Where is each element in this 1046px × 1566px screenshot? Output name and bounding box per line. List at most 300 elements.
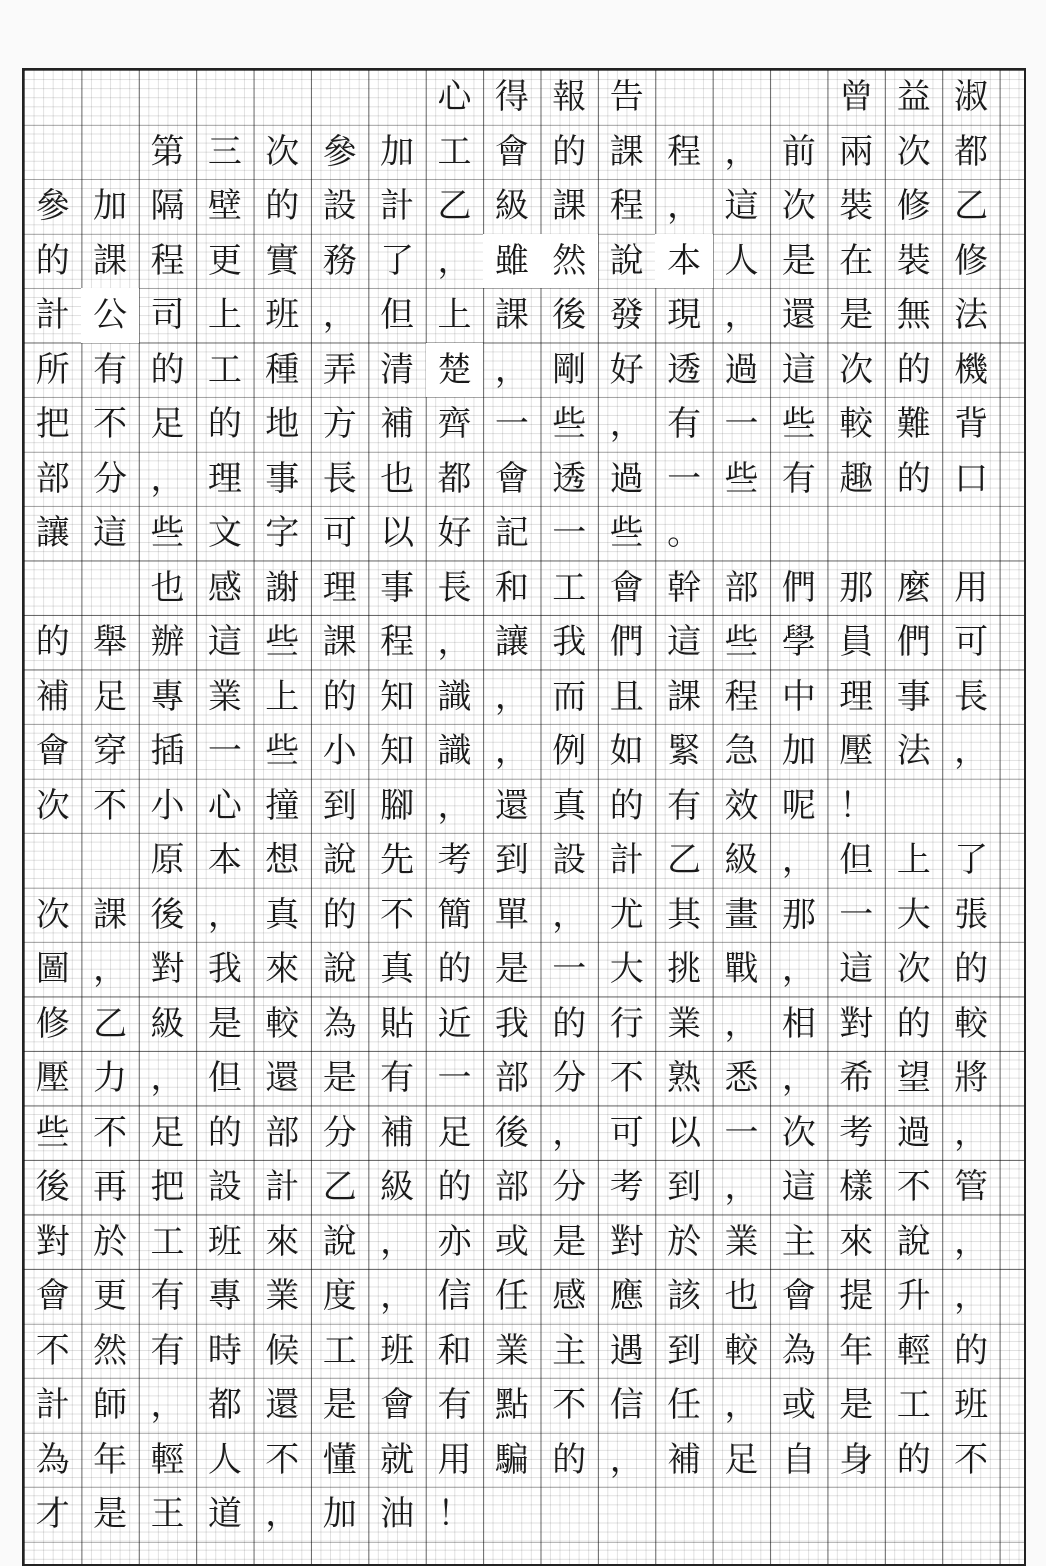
char-cell: 對 [839,1003,874,1044]
char-cell: 乙 [954,186,989,227]
char-cell: 樣 [839,1167,874,1208]
text-line [24,1106,1026,1161]
char-cell: 識 [437,676,472,717]
char-cell: 方 [322,404,357,445]
char-cell: 足 [93,676,128,717]
char-cell: 司 [150,295,185,336]
char-cell: 工 [322,1330,357,1371]
char-cell: 所 [35,349,70,390]
char-cell: 級 [380,1167,415,1208]
char-cell: 一 [207,731,242,772]
char-cell: 上 [207,295,242,336]
char-cell: 的 [35,240,70,281]
char-cell: 心 [437,77,472,118]
text-line [24,452,1026,507]
char-cell: 有 [93,349,128,390]
char-cell: 呢 [781,785,816,826]
char-cell: 不 [380,894,415,935]
char-cell: 力 [93,1058,128,1099]
char-cell: 的 [265,186,300,227]
text-line [24,1215,1026,1270]
char-cell: 兩 [839,131,874,172]
char-cell: 會 [781,1276,816,1317]
char-cell: 事 [265,458,300,499]
char-cell: 更 [93,1276,128,1317]
char-cell: 幹 [667,567,702,608]
char-cell: 次 [781,186,816,227]
char-cell: ， [954,1112,989,1153]
char-cell: ， [150,1058,185,1099]
char-cell: 清 [380,349,415,390]
text-line [24,1160,1026,1215]
char-cell: 加 [322,1494,357,1535]
char-cell: 工 [207,349,242,390]
char-cell: 不 [552,1385,587,1426]
char-cell: 這 [207,622,242,663]
char-cell: 的 [322,676,357,717]
char-cell: 一 [724,1112,759,1153]
char-cell: ， [150,458,185,499]
char-cell: 的 [552,1439,587,1480]
char-cell: 把 [35,404,70,445]
char-cell: 些 [150,513,185,554]
char-cell: ， [781,1058,816,1099]
char-cell: 這 [839,949,874,990]
char-cell: ， [954,1276,989,1317]
char-cell: ， [724,131,759,172]
char-cell: 心 [207,785,242,826]
char-cell: 到 [667,1330,702,1371]
char-cell: 文 [207,513,242,554]
char-cell: 的 [207,1112,242,1153]
char-cell: 較 [265,1003,300,1044]
char-cell: 都 [954,131,989,172]
char-cell: 背 [954,404,989,445]
char-cell: 而 [552,676,587,717]
char-cell: 才 [35,1494,70,1535]
char-cell: 次 [35,894,70,935]
char-cell: 感 [207,567,242,608]
char-cell: 級 [150,1003,185,1044]
char-cell: 貼 [380,1003,415,1044]
char-cell: 都 [437,458,472,499]
char-cell: 提 [839,1276,874,1317]
char-cell: ， [494,676,529,717]
char-cell: 一 [494,404,529,445]
char-cell: 想 [265,840,300,881]
text-line [24,1378,1026,1433]
text-line [24,997,1026,1052]
char-cell: 計 [380,186,415,227]
char-cell: 會 [380,1385,415,1426]
char-cell: 任 [494,1276,529,1317]
char-cell: 的 [954,1330,989,1371]
char-cell: 到 [667,1167,702,1208]
char-cell: ， [207,894,242,935]
char-cell: 會 [35,1276,70,1317]
char-cell: 任 [667,1385,702,1426]
char-cell: 的 [896,458,931,499]
char-cell: 次 [781,1112,816,1153]
char-cell: 補 [380,404,415,445]
char-cell: 遇 [609,1330,644,1371]
char-cell: 的 [954,949,989,990]
char-cell: 是 [207,1003,242,1044]
char-cell: 補 [380,1112,415,1153]
text-line [24,779,1026,834]
char-cell: 課 [322,622,357,663]
char-cell: 尤 [609,894,644,935]
text-line [24,1269,1026,1324]
char-cell: 裝 [896,240,931,281]
char-cell: ， [667,186,702,227]
text-line [24,506,1026,561]
char-cell: 後 [35,1167,70,1208]
char-cell: 以 [380,513,415,554]
char-cell: 過 [724,349,759,390]
char-cell: 油 [380,1494,415,1535]
char-cell: 部 [724,567,759,608]
char-cell: 的 [437,949,472,990]
text-line [24,615,1026,670]
char-cell: 小 [322,731,357,772]
char-cell: 急 [724,731,759,772]
char-cell: 望 [896,1058,931,1099]
char-cell: 我 [207,949,242,990]
char-cell: 這 [781,349,816,390]
char-cell: 次 [896,949,931,990]
char-cell: 真 [380,949,415,990]
char-cell: 中 [781,676,816,717]
char-cell: 來 [265,1221,300,1262]
char-cell: 計 [265,1167,300,1208]
char-cell: 希 [839,1058,874,1099]
char-cell: 裝 [839,186,874,227]
text-line [24,1487,1026,1542]
char-cell: 輕 [896,1330,931,1371]
char-cell: 工 [552,567,587,608]
char-cell: 務 [322,240,357,281]
char-cell: ， [724,1167,759,1208]
char-cell: ， [437,622,472,663]
char-cell: 種 [265,349,300,390]
char-cell: 主 [781,1221,816,1262]
char-cell: 了 [380,240,415,281]
char-cell: 設 [322,186,357,227]
grid-paper [22,68,1026,1566]
char-cell: 業 [667,1003,702,1044]
char-cell: 課 [609,131,644,172]
char-cell: ， [380,1276,415,1317]
char-cell: 有 [781,458,816,499]
char-cell: 修 [954,240,989,281]
char-cell: 後 [552,295,587,336]
char-cell: 工 [437,131,472,172]
char-cell: 穿 [93,731,128,772]
char-cell: 師 [93,1385,128,1426]
char-cell: 們 [781,567,816,608]
char-cell: 真 [552,785,587,826]
char-cell: 後 [494,1112,529,1153]
char-cell: 會 [609,567,644,608]
char-cell: 以 [667,1112,702,1153]
author-char: 淑 [954,77,989,118]
char-cell: 和 [437,1330,472,1371]
char-cell: 透 [667,349,702,390]
char-cell: 現 [667,295,702,336]
char-cell: 理 [207,458,242,499]
char-cell: 考 [839,1112,874,1153]
char-cell: 戰 [724,949,759,990]
char-cell: 將 [954,1058,989,1099]
char-cell: 分 [93,458,128,499]
char-cell: 專 [207,1276,242,1317]
char-cell: ， [494,731,529,772]
char-cell: 較 [724,1330,759,1371]
char-cell: 這 [667,622,702,663]
char-cell: 但 [380,295,415,336]
char-cell: 的 [896,349,931,390]
char-cell: ， [781,949,816,990]
char-cell: 的 [552,1003,587,1044]
text-line [24,670,1026,725]
char-cell: 說 [609,240,644,281]
char-cell: 補 [35,676,70,717]
char-cell: 或 [494,1221,529,1262]
char-cell: 一 [437,1058,472,1099]
char-cell: 透 [552,458,587,499]
char-cell: ， [322,295,357,336]
char-cell: 會 [494,458,529,499]
char-cell: 相 [781,1003,816,1044]
char-cell: 有 [380,1058,415,1099]
char-cell: 課 [552,186,587,227]
char-cell: 壓 [35,1058,70,1099]
char-cell: 信 [437,1276,472,1317]
char-cell: 我 [552,622,587,663]
char-cell: 程 [667,131,702,172]
char-cell: 一 [552,513,587,554]
char-cell: 的 [896,1003,931,1044]
char-cell: 還 [265,1058,300,1099]
char-cell: 例 [552,731,587,772]
char-cell: 告 [609,77,644,118]
char-cell: 是 [552,1221,587,1262]
char-cell: 不 [93,404,128,445]
char-cell: 足 [437,1112,472,1153]
char-cell: 識 [437,731,472,772]
char-cell: 讓 [494,622,529,663]
char-cell: 讓 [35,513,70,554]
char-cell: 理 [322,567,357,608]
char-cell: 熟 [667,1058,702,1099]
char-cell: 課 [494,295,529,336]
char-cell: 悉 [724,1058,759,1099]
char-cell: 為 [322,1003,357,1044]
char-cell: 級 [494,186,529,227]
char-cell: 乙 [667,840,702,881]
char-cell: 次 [839,349,874,390]
char-cell: 可 [954,622,989,663]
char-cell: 班 [207,1221,242,1262]
char-cell: 年 [93,1439,128,1480]
char-cell: 是 [494,949,529,990]
char-cell: 設 [552,840,587,881]
char-cell: 設 [207,1167,242,1208]
text-line [24,888,1026,943]
char-cell: 是 [322,1385,357,1426]
char-cell: 參 [35,186,70,227]
char-cell: 不 [896,1167,931,1208]
char-cell: 壁 [207,186,242,227]
text-line [24,1433,1026,1488]
char-cell: 考 [609,1167,644,1208]
char-cell: 為 [781,1330,816,1371]
char-cell: 課 [667,676,702,717]
char-cell: 分 [322,1112,357,1153]
char-cell: 信 [609,1385,644,1426]
char-cell: 為 [35,1439,70,1480]
char-cell: 程 [609,186,644,227]
char-cell: 且 [609,676,644,717]
char-cell: 點 [494,1385,529,1426]
char-cell: 次 [265,131,300,172]
char-cell: ！ [437,1494,472,1535]
char-cell: 班 [265,295,300,336]
char-cell: 度 [322,1276,357,1317]
char-cell: 麼 [896,567,931,608]
char-cell: 一 [839,894,874,935]
char-cell: 有 [437,1385,472,1426]
char-cell: 也 [380,458,415,499]
char-cell: 法 [954,295,989,336]
char-cell: 較 [954,1003,989,1044]
char-cell: 圖 [35,949,70,990]
char-cell: 的 [609,785,644,826]
char-cell: ， [609,404,644,445]
char-cell: 第 [150,131,185,172]
char-cell: 再 [93,1167,128,1208]
char-cell: 參 [322,131,357,172]
char-cell: 舉 [93,622,128,663]
char-cell: 業 [724,1221,759,1262]
char-cell: 長 [322,458,357,499]
char-cell: 不 [265,1439,300,1480]
char-cell: 長 [437,567,472,608]
char-cell: 主 [552,1330,587,1371]
char-cell: 理 [839,676,874,717]
char-cell: 事 [380,567,415,608]
char-cell: 但 [207,1058,242,1099]
char-cell: 較 [839,404,874,445]
text-line [24,125,1026,180]
char-cell: 行 [609,1003,644,1044]
char-cell: 本 [655,234,712,289]
char-cell: 些 [781,404,816,445]
char-cell: 前 [781,131,816,172]
char-cell: ， [150,1385,185,1426]
char-cell: 道 [207,1494,242,1535]
char-cell: 過 [609,458,644,499]
char-cell: 員 [839,622,874,663]
char-cell: 說 [322,949,357,990]
char-cell: 程 [724,676,759,717]
char-cell: 管 [954,1167,989,1208]
char-cell: ， [437,785,472,826]
char-cell: 不 [93,785,128,826]
char-cell: 其 [667,894,702,935]
char-cell: 加 [93,186,128,227]
char-cell: 們 [609,622,644,663]
char-cell: 事 [896,676,931,717]
char-cell: 有 [667,404,702,445]
char-cell: 些 [265,731,300,772]
char-cell: ， [781,840,816,881]
char-cell: 的 [437,1167,472,1208]
char-cell: 上 [265,676,300,717]
char-cell: 好 [437,513,472,554]
char-cell: 班 [380,1330,415,1371]
char-cell: 還 [265,1385,300,1426]
char-cell: 還 [781,295,816,336]
char-cell: 於 [667,1221,702,1262]
char-cell: 輕 [150,1439,185,1480]
char-cell: ！ [839,785,874,826]
char-cell: 專 [150,676,185,717]
char-cell: 些 [724,458,759,499]
char-cell: 懂 [322,1439,357,1480]
char-cell: 到 [494,840,529,881]
char-cell: 都 [207,1385,242,1426]
char-cell: 來 [265,949,300,990]
char-cell: 不 [954,1439,989,1480]
char-cell: 更 [207,240,242,281]
char-cell: 乙 [93,1003,128,1044]
char-cell: 王 [150,1494,185,1535]
char-cell: 就 [380,1439,415,1480]
char-cell: 畫 [724,894,759,935]
char-cell: 簡 [437,894,472,935]
char-cell: 齊 [437,404,472,445]
char-cell: 學 [781,622,816,663]
char-cell: 原 [150,840,185,881]
char-cell: 雖 [483,234,540,289]
char-cell: 插 [150,731,185,772]
char-cell: 難 [896,404,931,445]
char-cell: 這 [781,1167,816,1208]
char-cell: 但 [839,840,874,881]
char-cell: 次 [896,131,931,172]
char-cell: 到 [322,785,357,826]
char-cell: ， [437,240,472,281]
char-cell: 是 [322,1058,357,1099]
char-cell: 亦 [437,1221,472,1262]
char-cell: 程 [150,240,185,281]
char-cell: 的 [35,622,70,663]
char-cell: ， [93,949,128,990]
char-cell: 了 [954,840,989,881]
char-cell: 級 [724,840,759,881]
char-cell: ， [380,1221,415,1262]
text-line [24,561,1026,616]
text-line [24,288,1026,343]
char-cell: 得 [494,77,529,118]
char-cell: 工 [896,1385,931,1426]
char-cell: 候 [265,1330,300,1371]
char-cell: 然 [93,1330,128,1371]
char-cell: 無 [896,295,931,336]
char-cell: 如 [609,731,644,772]
